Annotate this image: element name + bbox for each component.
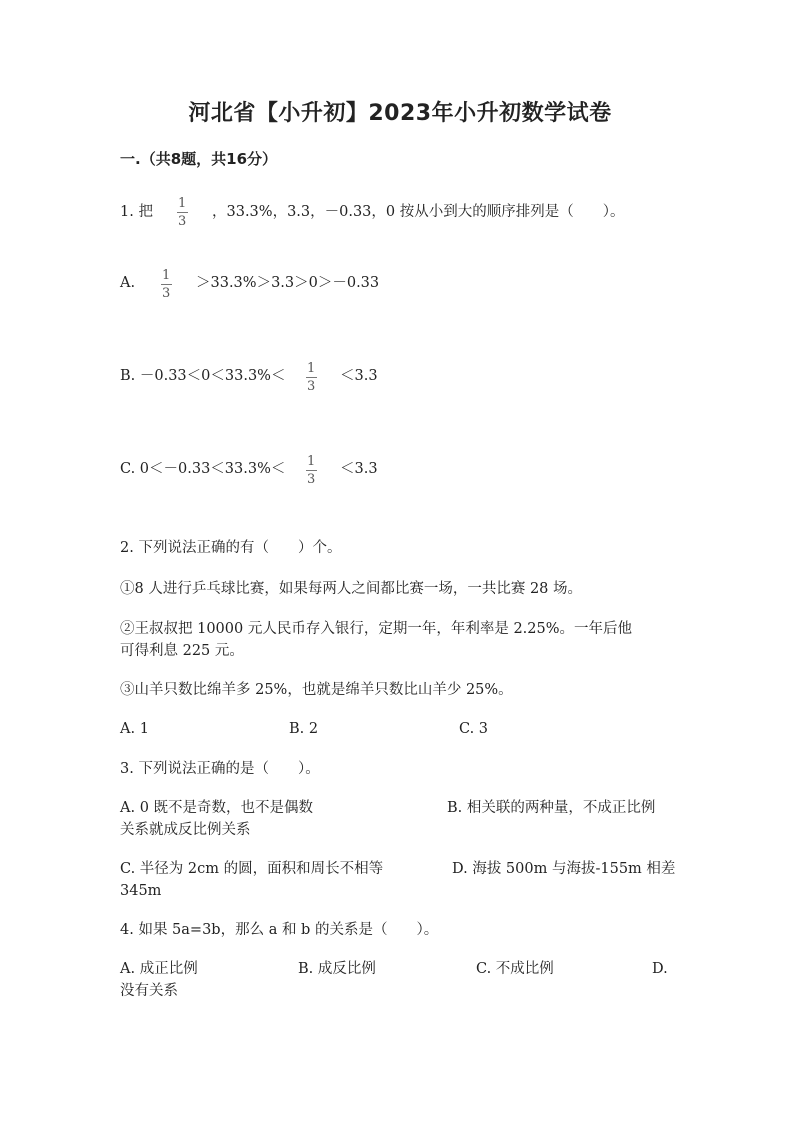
- q2-stem: 2. 下列说法正确的有（ ）个。: [120, 540, 342, 556]
- q3-option-d-cont: 345m: [120, 883, 162, 899]
- q3-option-b: B. 相关联的两种量，不成正比例: [447, 800, 656, 816]
- fraction-bar: [161, 284, 172, 285]
- q2-option-a: A. 1: [120, 721, 149, 737]
- q1-option-a-text: ＞33.3%＞3.3＞0＞－0.33: [196, 275, 380, 291]
- q1-option-a-fraction: [160, 268, 172, 301]
- section-heading: 一.（共8题，共16分）: [120, 150, 278, 168]
- q1-option-a-label: A.: [120, 275, 136, 291]
- q2-option-c: C. 3: [459, 721, 489, 737]
- fraction-numerator: 1: [307, 361, 316, 376]
- q3-option-c: C. 半径为 2cm 的圆，面积和周长不相等: [120, 861, 384, 877]
- fraction-bar: [306, 470, 317, 471]
- q1-option-b-fraction: [305, 361, 317, 394]
- q1-option-c-fraction: [305, 454, 317, 487]
- q1-option-c-text: C. 0＜－0.33＜33.3%＜: [120, 461, 286, 477]
- q2-statement-1: ①8 人进行乒乓球比赛，如果每两人之间都比赛一场，一共比赛 28 场。: [120, 581, 583, 597]
- q3-stem: 3. 下列说法正确的是（ ）。: [120, 761, 320, 777]
- q1-fraction: [176, 196, 188, 229]
- fraction-bar: [306, 377, 317, 378]
- q4-stem: 4. 如果 5a=3b，那么 a 和 b 的关系是（ ）。: [120, 922, 439, 938]
- q2-statement-2-cont: 可得利息 225 元。: [120, 643, 244, 659]
- page-title: 河北省【小升初】2023年小升初数学试卷: [188, 101, 612, 126]
- q1-prefix: 1. 把: [120, 204, 153, 220]
- fraction-numerator: 1: [162, 268, 171, 283]
- q4-option-b: B. 成反比例: [298, 961, 376, 977]
- q1-option-b-text: B. －0.33＜0＜33.3%＜: [120, 368, 286, 384]
- q2-statement-3: ③山羊只数比绵羊多 25%，也就是绵羊只数比山羊少 25%。: [120, 682, 513, 698]
- fraction-denominator: 3: [307, 379, 316, 394]
- fraction-denominator: 3: [178, 214, 187, 229]
- q1-stem-rest: ，33.3%，3.3，－0.33，0 按从小到大的顺序排列是（ ）。: [212, 204, 625, 220]
- fraction-denominator: 3: [162, 286, 171, 301]
- q2-statement-2: ②王叔叔把 10000 元人民币存入银行，定期一年，年利率是 2.25%。一年后他: [120, 621, 633, 637]
- q2-option-b: B. 2: [289, 721, 319, 737]
- fraction-bar: [177, 212, 188, 213]
- q3-option-d: D. 海拔 500m 与海拔-155m 相差: [452, 861, 676, 877]
- q1-option-b-tail: ＜3.3: [340, 368, 378, 384]
- q4-option-a: A. 成正比例: [120, 961, 198, 977]
- fraction-numerator: 1: [178, 196, 187, 211]
- fraction-numerator: 1: [307, 454, 316, 469]
- q4-option-c: C. 不成比例: [476, 961, 554, 977]
- q1-option-c-tail: ＜3.3: [340, 461, 378, 477]
- q4-option-d: D.: [652, 961, 668, 977]
- q4-option-d-cont: 没有关系: [120, 983, 178, 999]
- q3-option-b-cont: 关系就成反比例关系: [120, 822, 251, 838]
- fraction-denominator: 3: [307, 472, 316, 487]
- q3-option-a: A. 0 既不是奇数，也不是偶数: [120, 800, 314, 816]
